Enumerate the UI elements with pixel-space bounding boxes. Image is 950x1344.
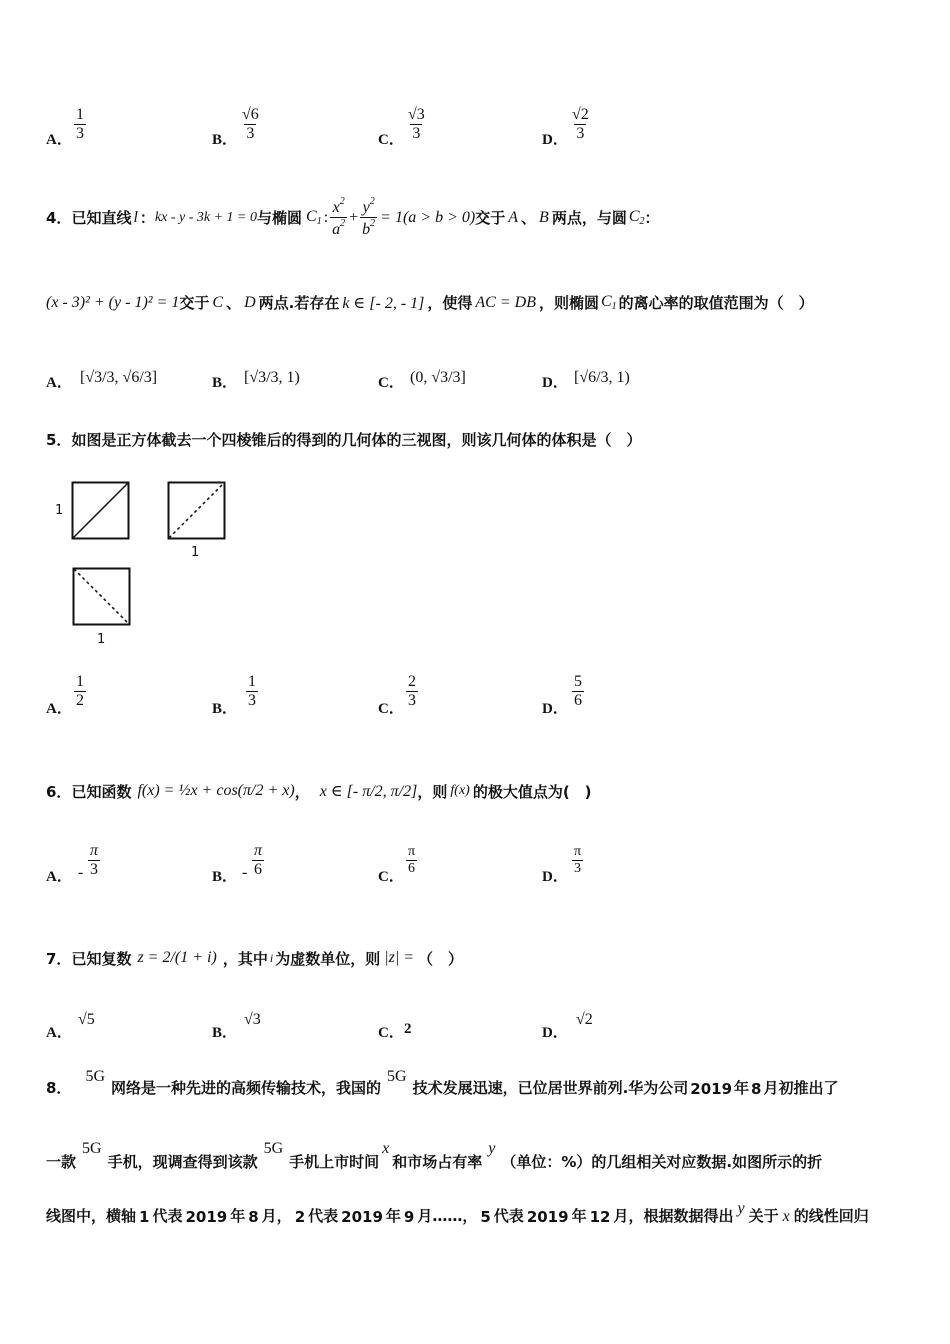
q6-option-a-label: A． xyxy=(46,869,72,885)
q3-option-b-label: B． xyxy=(212,132,238,148)
q7-abs-z: |z| = xyxy=(384,949,415,966)
q3-option-d-label: D． xyxy=(542,132,568,148)
q7-text-2: ，其中 xyxy=(222,949,268,968)
q4-colon: ： xyxy=(139,209,155,228)
q6-option-b-value: $\frac{\pi}{6}$ xyxy=(254,842,263,879)
q8-5g-3: 5G xyxy=(82,1140,102,1157)
q7-text-3: 为虚数单位，则 xyxy=(275,949,381,968)
q4-dun-2: 、 xyxy=(226,294,242,312)
q7-option-a-label: A． xyxy=(46,1025,72,1041)
q4-text-6: 交于 xyxy=(179,294,210,312)
q5-number: 5． xyxy=(46,431,72,449)
q8-number: 8． xyxy=(46,1079,72,1097)
q6-option-c-value: $\frac{\pi}{6}$ xyxy=(408,844,416,877)
q3-option-d-value: $\frac{√2}{3}$ xyxy=(572,106,589,143)
q5-text: 如图是正方体截去一个四棱锥后的得到的几何体的三视图，则该几何体的体积是（ ） xyxy=(71,431,642,449)
q4-text-3: 交于 xyxy=(475,209,506,228)
q8-5g-2: 5G xyxy=(387,1068,407,1085)
q3-option-a-label: A． xyxy=(46,132,72,148)
q6-comma: ， xyxy=(294,782,310,801)
q8-text-13: 月， xyxy=(261,1207,292,1225)
q8-text-1: 网络是一种先进的高频传输技术，我国的 xyxy=(111,1079,382,1097)
q5-option-a-label: A． xyxy=(46,701,72,717)
q5-option-d-value: $\frac{5}{6}$ xyxy=(574,673,582,710)
question-4-line-2 xyxy=(46,292,814,313)
q6-text-2: ，则 xyxy=(417,782,448,801)
q4-option-c-label: C． xyxy=(378,375,404,391)
q8-var-y: y xyxy=(488,1140,496,1157)
q7-text-1: 已知复数 xyxy=(71,949,132,968)
q8-num-5: 5 xyxy=(480,1208,491,1226)
q8-text-5: 一款 xyxy=(46,1153,77,1171)
q4-text-4: 两点，与圆 xyxy=(551,209,627,228)
q8-text-12b: 年 xyxy=(385,1207,401,1225)
q3-option-b-value: $\frac{√6}{3}$ xyxy=(242,106,259,143)
q4-text-2: 与椭圆 xyxy=(257,209,303,228)
q8-year-4: 2019 xyxy=(526,1208,569,1226)
q8-var-x-2: x xyxy=(782,1208,790,1225)
q8-text-9: （单位：%）的几组相关对应数据.如图所示的折 xyxy=(501,1153,823,1171)
q8-text-17: 的线性回归 xyxy=(793,1207,869,1225)
q8-5g-4: 5G xyxy=(263,1140,284,1157)
q7-number: 7． xyxy=(46,949,72,968)
q8-text-10: 线图中，横轴 xyxy=(46,1207,137,1225)
q4-ellipse-y-term: $\frac{y^2}{b^2}$ xyxy=(362,196,376,239)
q6-function: f(x) = ½x + cos(π/2 + x) xyxy=(137,782,295,799)
q4-point-d: D xyxy=(244,293,256,311)
top-view xyxy=(72,567,132,627)
q5-option-b-value: $\frac{1}{3}$ xyxy=(248,673,256,710)
q7-option-d-label: D． xyxy=(542,1025,568,1041)
question-6-stem xyxy=(46,773,592,809)
question-4-line-1: 4． 已知直线 l ： kx - y - 3k + 1 = 0 与椭圆 $C_1$ : $\frac{x^2}{a^2}$ + $\frac{y^2}{b^2}$ = 1(a > b > 0) 交于 A 、 B 两点，与圆 $C_2$ ： xyxy=(46,196,660,239)
q8-text-12c: 年 xyxy=(571,1207,587,1225)
q8-var-x: x xyxy=(382,1140,390,1157)
q8-text-14: 月……， xyxy=(417,1207,478,1225)
q8-text-11c: 代表 xyxy=(493,1207,524,1225)
q7-option-d-value: √2 xyxy=(576,1011,593,1028)
q4-line-equation: kx - y - 3k + 1 = 0 xyxy=(154,209,257,225)
q4-option-a-label: A． xyxy=(46,375,72,391)
q8-text-2: 技术发展迅速，已位居世界前列.华为公司 xyxy=(412,1079,689,1097)
q8-text-11b: 代表 xyxy=(308,1207,339,1225)
q8-text-4: 月初推出了 xyxy=(763,1079,839,1097)
q6-option-b-sign: - xyxy=(242,864,248,881)
q4-text-9: ，则椭圆 xyxy=(538,294,599,312)
q7-option-c-value: 2 xyxy=(404,1021,412,1037)
q4-k-range: k ∈ [- 2, - 1] xyxy=(342,294,425,312)
q8-text-8: 和市场占有率 xyxy=(392,1153,483,1171)
q5-option-c-value: $\frac{2}{3}$ xyxy=(408,673,416,710)
q4-circle-equation: (x - 3)² + (y - 1)² = 1 xyxy=(46,293,180,311)
q8-num-1: 1 xyxy=(139,1208,150,1226)
front-view-label: 1 xyxy=(55,503,64,518)
q4-circle-name: $C_2$ xyxy=(628,208,645,228)
question-8-line-3 xyxy=(46,1200,869,1226)
side-view-label: 1 xyxy=(191,545,200,560)
q8-month-8b: 8 xyxy=(248,1208,259,1226)
q8-text-16: 关于 xyxy=(748,1207,779,1225)
q6-option-c-label: C． xyxy=(378,869,404,885)
q8-month-12: 12 xyxy=(589,1208,611,1226)
q4-ellipse-name-2: $C_1$ xyxy=(601,293,617,312)
q4-option-c-value: (0, √3/3] xyxy=(410,369,466,386)
q4-option-d-label: D． xyxy=(542,375,568,391)
q4-dun: 、 xyxy=(521,209,537,228)
q8-text-7: 手机上市时间 xyxy=(289,1153,380,1171)
q4-ellipse-condition: = 1(a > b > 0) xyxy=(380,208,476,226)
q6-option-a-sign: - xyxy=(78,864,84,881)
q4-line-var: l xyxy=(133,208,138,226)
q5-option-b-label: B． xyxy=(212,701,238,717)
q7-option-c-label: C． xyxy=(378,1025,404,1041)
q4-number: 4． xyxy=(46,209,72,228)
q7-option-b-value: √3 xyxy=(244,1011,261,1028)
q8-var-y-2: y xyxy=(737,1200,745,1217)
q8-5g-1: 5G xyxy=(85,1068,105,1085)
front-view xyxy=(71,481,131,541)
top-view-label: 1 xyxy=(97,632,106,647)
q6-option-d-value: $\frac{\pi}{3}$ xyxy=(574,844,582,877)
q6-text-3: 的极大值点为( ) xyxy=(472,782,592,801)
q4-text-10: 的离心率的取值范围为（ ） xyxy=(618,294,814,312)
q6-domain: x ∈ [- π/2, π/2] xyxy=(319,783,418,800)
q6-number: 6． xyxy=(46,782,72,801)
q4-option-b-value: [√3/3, 1) xyxy=(244,369,300,386)
question-8-line-1 xyxy=(46,1068,839,1098)
question-8-line-2 xyxy=(46,1140,822,1172)
q6-option-d-label: D． xyxy=(542,869,568,885)
q5-option-c-label: C． xyxy=(378,701,404,717)
q8-num-2: 2 xyxy=(294,1208,306,1226)
q8-month-8: 8 xyxy=(751,1080,762,1098)
q6-option-a-value: $\frac{\pi}{3}$ xyxy=(90,842,99,879)
q7-imaginary-unit: i xyxy=(269,950,274,965)
q7-option-b-label: B． xyxy=(212,1025,238,1041)
q7-text-4: （ ） xyxy=(418,949,464,968)
q8-text-3: 年 xyxy=(734,1079,750,1097)
q8-text-11a: 代表 xyxy=(152,1207,183,1225)
q4-point-b: B xyxy=(539,208,549,226)
q3-option-c-label: C． xyxy=(378,132,404,148)
q4-option-a-value: [√3/3, √6/3] xyxy=(80,369,158,386)
q4-point-a: A xyxy=(508,208,519,226)
q4-text-7: 两点.若存在 xyxy=(258,294,340,312)
q8-text-6: 手机，现调查得到该款 xyxy=(107,1153,258,1171)
q6-fx: f(x) xyxy=(450,783,470,798)
q7-option-a-value: √5 xyxy=(78,1011,95,1028)
q4-option-d-value: [√6/3, 1) xyxy=(574,369,630,386)
q8-year-2: 2019 xyxy=(185,1208,228,1226)
q7-z-equation: z = 2/(1 + i) xyxy=(137,949,217,966)
side-view xyxy=(167,481,227,541)
q4-ac-equals-db: AC = DB xyxy=(475,293,536,311)
q5-option-a-value: $\frac{1}{2}$ xyxy=(76,673,84,710)
q4-option-b-label: B． xyxy=(212,375,238,391)
question-5-stem xyxy=(46,429,641,450)
q3-option-c-value: $\frac{√3}{3}$ xyxy=(408,106,425,143)
q8-year: 2019 xyxy=(690,1080,733,1098)
q4-ellipse-x-term: $\frac{x^2}{a^2}$ xyxy=(332,196,346,239)
q8-text-15: 月，根据数据得出 xyxy=(613,1207,734,1225)
q3-option-a-value: $\frac{1}{3}$ xyxy=(76,106,84,143)
q6-option-b-label: B． xyxy=(212,869,238,885)
q4-text-5: ： xyxy=(644,209,660,228)
q5-option-d-label: D． xyxy=(542,701,568,717)
q4-text-8: ，使得 xyxy=(427,294,473,312)
question-7-stem xyxy=(46,940,463,976)
q4-text-1: 已知直线 xyxy=(71,209,132,228)
q4-ellipse-name: $C_1$ xyxy=(306,208,322,228)
q6-text-1: 已知函数 xyxy=(71,782,132,801)
q8-text-12a: 年 xyxy=(230,1207,246,1225)
q4-point-c: C xyxy=(212,293,224,311)
q8-month-9: 9 xyxy=(403,1208,415,1226)
q8-year-3: 2019 xyxy=(341,1208,383,1226)
